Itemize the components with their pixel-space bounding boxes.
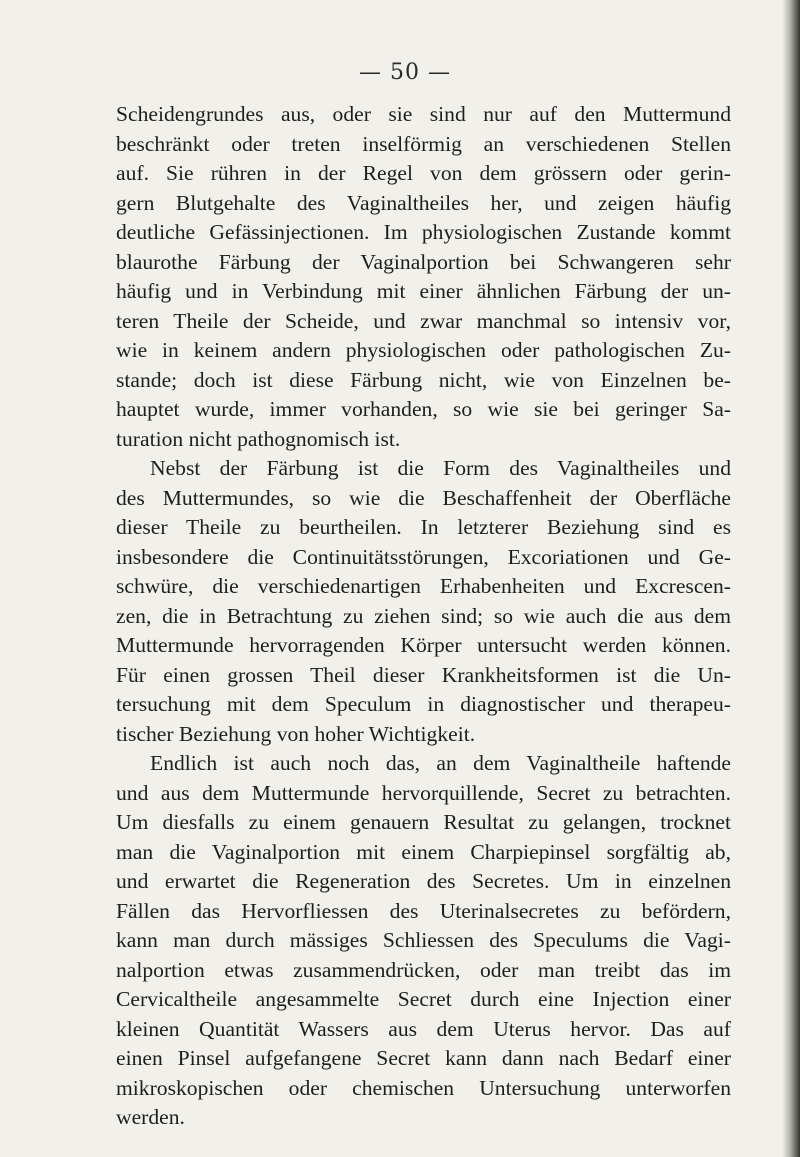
text-line: kleinen Quantität Wassers aus dem Uterus hervor. Das auf: [116, 1016, 731, 1041]
text-line: dieser Theile zu beurtheilen. In letzterer Beziehung sind es: [116, 515, 731, 539]
text-line: wie in keinem andern physiologischen oder pathologischen Zu-: [116, 338, 731, 362]
page-number: — 50 —: [359, 60, 451, 85]
text-line: Muttermunde hervorragenden Körper untersucht werden können.: [116, 633, 731, 657]
page-edge-shadow: [782, 0, 800, 1157]
text-line: teren Theile der Scheide, und zwar manchmal so intensiv vor,: [116, 308, 731, 333]
text-line: turation nicht pathognomisch ist.: [116, 426, 401, 451]
text-line: Scheidengrundes aus, oder sie sind nur auf den Muttermund: [116, 102, 731, 126]
body-text: [116, 100, 731, 1133]
text-line: Nebst der Färbung ist die Form des Vaginaltheiles und: [150, 456, 731, 480]
text-line: deutliche Gefässinjectionen. Im physiologischen Zustande kommt: [116, 220, 731, 244]
text-line: beschränkt oder treten inselförmig an verschiedenen Stellen: [116, 131, 731, 156]
text-line: gern Blutgehalte des Vaginaltheiles her, und zeigen häufig: [116, 190, 731, 215]
text-line: zen, die in Betrachtung zu ziehen sind; so wie auch die aus dem: [116, 603, 731, 628]
text-line: und aus dem Muttermunde hervorquillende, Secret zu betrachten.: [116, 780, 731, 805]
text-line: kann man durch mässiges Schliessen des Speculums die Vagi-: [116, 928, 731, 952]
text-line: einen Pinsel aufgefangene Secret kann dann nach Bedarf einer: [116, 1046, 731, 1070]
text-line: insbesondere die Continuitätsstörungen, Excoriationen und Ge-: [116, 544, 731, 569]
text-line: Endlich ist auch noch das, an dem Vaginaltheile haftende: [150, 751, 731, 775]
text-line: werden.: [116, 1105, 185, 1129]
text-line: und erwartet die Regeneration des Secretes. Um in einzelnen: [116, 869, 731, 893]
text-line: häufig und in Verbindung mit einer ähnlichen Färbung der un-: [116, 279, 731, 303]
text-line: schwüre, die verschiedenartigen Erhabenheiten und Excrescen-: [116, 574, 731, 598]
text-line: hauptet wurde, immer vorhanden, so wie sie bei geringer Sa-: [116, 397, 731, 421]
text-line: auf. Sie rühren in der Regel von dem grössern oder gerin-: [116, 161, 731, 185]
text-line: nalportion etwas zusammendrücken, oder man treibt das im: [116, 957, 731, 982]
text-line: Um diesfalls zu einem genauern Resultat zu gelangen, trocknet: [116, 810, 731, 834]
text-line: Cervicaltheile angesammelte Secret durch eine Injection einer: [116, 987, 731, 1011]
text-line: Für einen grossen Theil dieser Krankheitsformen ist die Un-: [116, 662, 731, 687]
text-line: tersuchung mit dem Speculum in diagnostischer und therapeu-: [116, 692, 731, 716]
text-line: tischer Beziehung von hoher Wichtigkeit.: [116, 721, 476, 746]
text-line: Fällen das Hervorfliessen des Uterinalsecretes zu befördern,: [116, 898, 731, 923]
text-line: des Muttermundes, so wie die Beschaffenheit der Oberfläche: [116, 485, 731, 510]
text-line: man die Vaginalportion mit einem Charpiepinsel sorgfältig ab,: [116, 839, 731, 864]
text-line: stande; doch ist diese Färbung nicht, wie von Einzelnen be-: [116, 367, 731, 392]
text-line: mikroskopischen oder chemischen Untersuchung unterworfen: [116, 1075, 731, 1100]
text-line: blaurothe Färbung der Vaginalportion bei Schwangeren sehr: [116, 249, 731, 274]
